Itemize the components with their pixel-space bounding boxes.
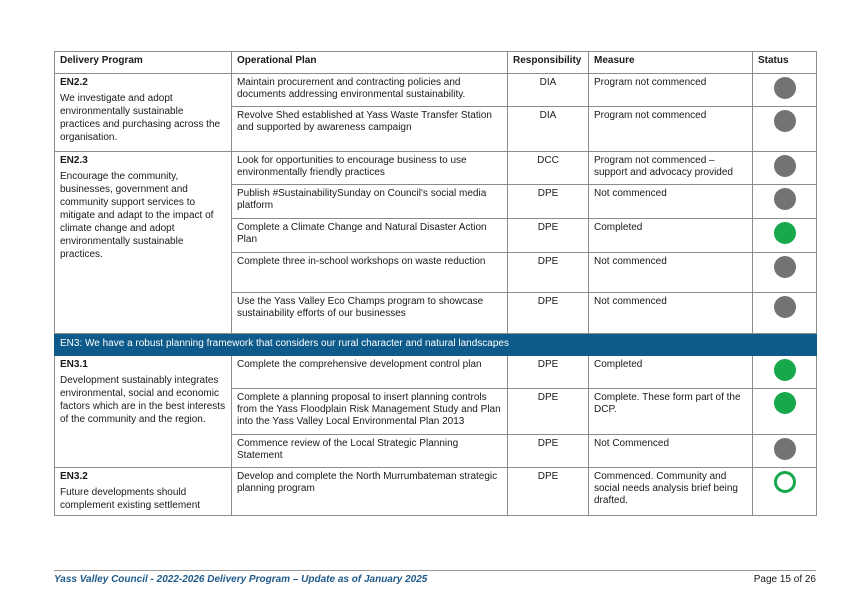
header-delivery-program: Delivery Program xyxy=(55,52,232,74)
table-row xyxy=(55,152,817,185)
status-cell xyxy=(753,107,817,152)
responsibility-cell: DPE xyxy=(508,468,589,516)
program-code: EN3.1 xyxy=(60,359,88,370)
responsibility-cell: DPE xyxy=(508,435,589,468)
program-code: EN3.2 xyxy=(60,471,88,482)
header-responsibility: Responsibility xyxy=(508,52,589,74)
operational-plan-cell: Complete the comprehensive development control plan xyxy=(232,356,508,389)
operational-plan-cell: Revolve Shed established at Yass Waste Transfer Station and supported by awareness campaign xyxy=(232,107,508,152)
status-indicator-icon xyxy=(774,256,796,278)
page-number: Page 15 of 26 xyxy=(753,574,816,585)
status-indicator-icon xyxy=(774,155,796,177)
header-measure: Measure xyxy=(589,52,753,74)
operational-plan-cell: Complete three in-school workshops on waste reduction xyxy=(232,253,508,293)
table-header-row xyxy=(55,52,817,74)
responsibility-cell: DIA xyxy=(508,74,589,107)
measure-cell: Program not commenced xyxy=(589,74,753,107)
table-row xyxy=(55,356,817,389)
status-indicator-icon xyxy=(774,296,796,318)
responsibility-cell: DIA xyxy=(508,107,589,152)
measure-cell: Not commenced xyxy=(589,185,753,219)
status-indicator-icon xyxy=(774,222,796,244)
status-cell xyxy=(753,356,817,389)
program-code: EN2.2 xyxy=(60,77,88,88)
measure-cell: Completed xyxy=(589,219,753,253)
measure-cell: Not Commenced xyxy=(589,435,753,468)
measure-cell: Not commenced xyxy=(589,253,753,293)
responsibility-cell: DPE xyxy=(508,293,589,334)
operational-plan-cell: Commence review of the Local Strategic Planning Statement xyxy=(232,435,508,468)
measure-cell: Program not commenced – support and advocacy provided xyxy=(589,152,753,185)
responsibility-cell: DPE xyxy=(508,185,589,219)
operational-plan-cell: Publish #SustainabilitySunday on Council's social media platform xyxy=(232,185,508,219)
responsibility-cell: DPE xyxy=(508,253,589,293)
status-indicator-icon xyxy=(774,471,796,493)
operational-plan-cell: Complete a planning proposal to insert planning controls from the Yass Floodplain Risk Management Study and Plan into the Yass Valley Local Environmental Plan 2013 xyxy=(232,389,508,435)
measure-cell: Not commenced xyxy=(589,293,753,334)
delivery-program-cell xyxy=(55,74,232,152)
program-description: Encourage the community, businesses, government and community support services to mitigate and adapt to the impact of climate change and adopt environmentally sustainable practices. xyxy=(60,171,214,260)
status-cell xyxy=(753,293,817,334)
header-operational-plan: Operational Plan xyxy=(232,52,508,74)
status-cell xyxy=(753,185,817,219)
operational-plan-cell: Complete a Climate Change and Natural Disaster Action Plan xyxy=(232,219,508,253)
responsibility-cell: DCC xyxy=(508,152,589,185)
program-description: Development sustainably integrates environmental, social and economic factors which are in the best interests of the community and the region. xyxy=(60,375,226,425)
status-cell xyxy=(753,468,817,516)
operational-plan-cell: Maintain procurement and contracting policies and documents addressing environmental sustainability. xyxy=(232,74,508,107)
delivery-program-table xyxy=(54,51,817,516)
status-indicator-icon xyxy=(774,359,796,381)
section-heading-row xyxy=(55,334,817,356)
status-indicator-icon xyxy=(774,438,796,460)
program-description: Future developments should complement existing settlement xyxy=(60,487,201,511)
header-status: Status xyxy=(753,52,817,74)
status-indicator-icon xyxy=(774,110,796,132)
measure-cell: Completed xyxy=(589,356,753,389)
status-cell xyxy=(753,152,817,185)
operational-plan-cell: Develop and complete the North Murrumbateman strategic planning program xyxy=(232,468,508,516)
operational-plan-cell: Look for opportunities to encourage business to use environmentally friendly practices xyxy=(232,152,508,185)
section-heading: EN3: We have a robust planning framework that considers our rural character and natural landscapes xyxy=(55,334,817,356)
measure-cell: Complete. These form part of the DCP. xyxy=(589,389,753,435)
operational-plan-cell: Use the Yass Valley Eco Champs program to showcase sustainability efforts of our businesses xyxy=(232,293,508,334)
table-row xyxy=(55,74,817,107)
status-cell xyxy=(753,219,817,253)
measure-cell: Commenced. Community and social needs analysis brief being drafted. xyxy=(589,468,753,516)
status-indicator-icon xyxy=(774,77,796,99)
status-cell xyxy=(753,74,817,107)
responsibility-cell: DPE xyxy=(508,356,589,389)
responsibility-cell: DPE xyxy=(508,219,589,253)
program-code: EN2.3 xyxy=(60,155,88,166)
status-cell xyxy=(753,435,817,468)
status-cell xyxy=(753,389,817,435)
measure-cell: Program not commenced xyxy=(589,107,753,152)
delivery-program-cell xyxy=(55,468,232,516)
program-description: We investigate and adopt environmentally sustainable practices and purchasing across the organisation. xyxy=(60,93,221,143)
delivery-program-cell xyxy=(55,356,232,468)
footer-title: Yass Valley Council - 2022-2026 Delivery Program – Update as of January 2025 xyxy=(54,574,428,585)
status-indicator-icon xyxy=(774,392,796,414)
status-cell xyxy=(753,253,817,293)
status-indicator-icon xyxy=(774,188,796,210)
responsibility-cell: DPE xyxy=(508,389,589,435)
footer-divider xyxy=(54,570,816,571)
delivery-program-cell xyxy=(55,152,232,334)
table-row xyxy=(55,468,817,516)
